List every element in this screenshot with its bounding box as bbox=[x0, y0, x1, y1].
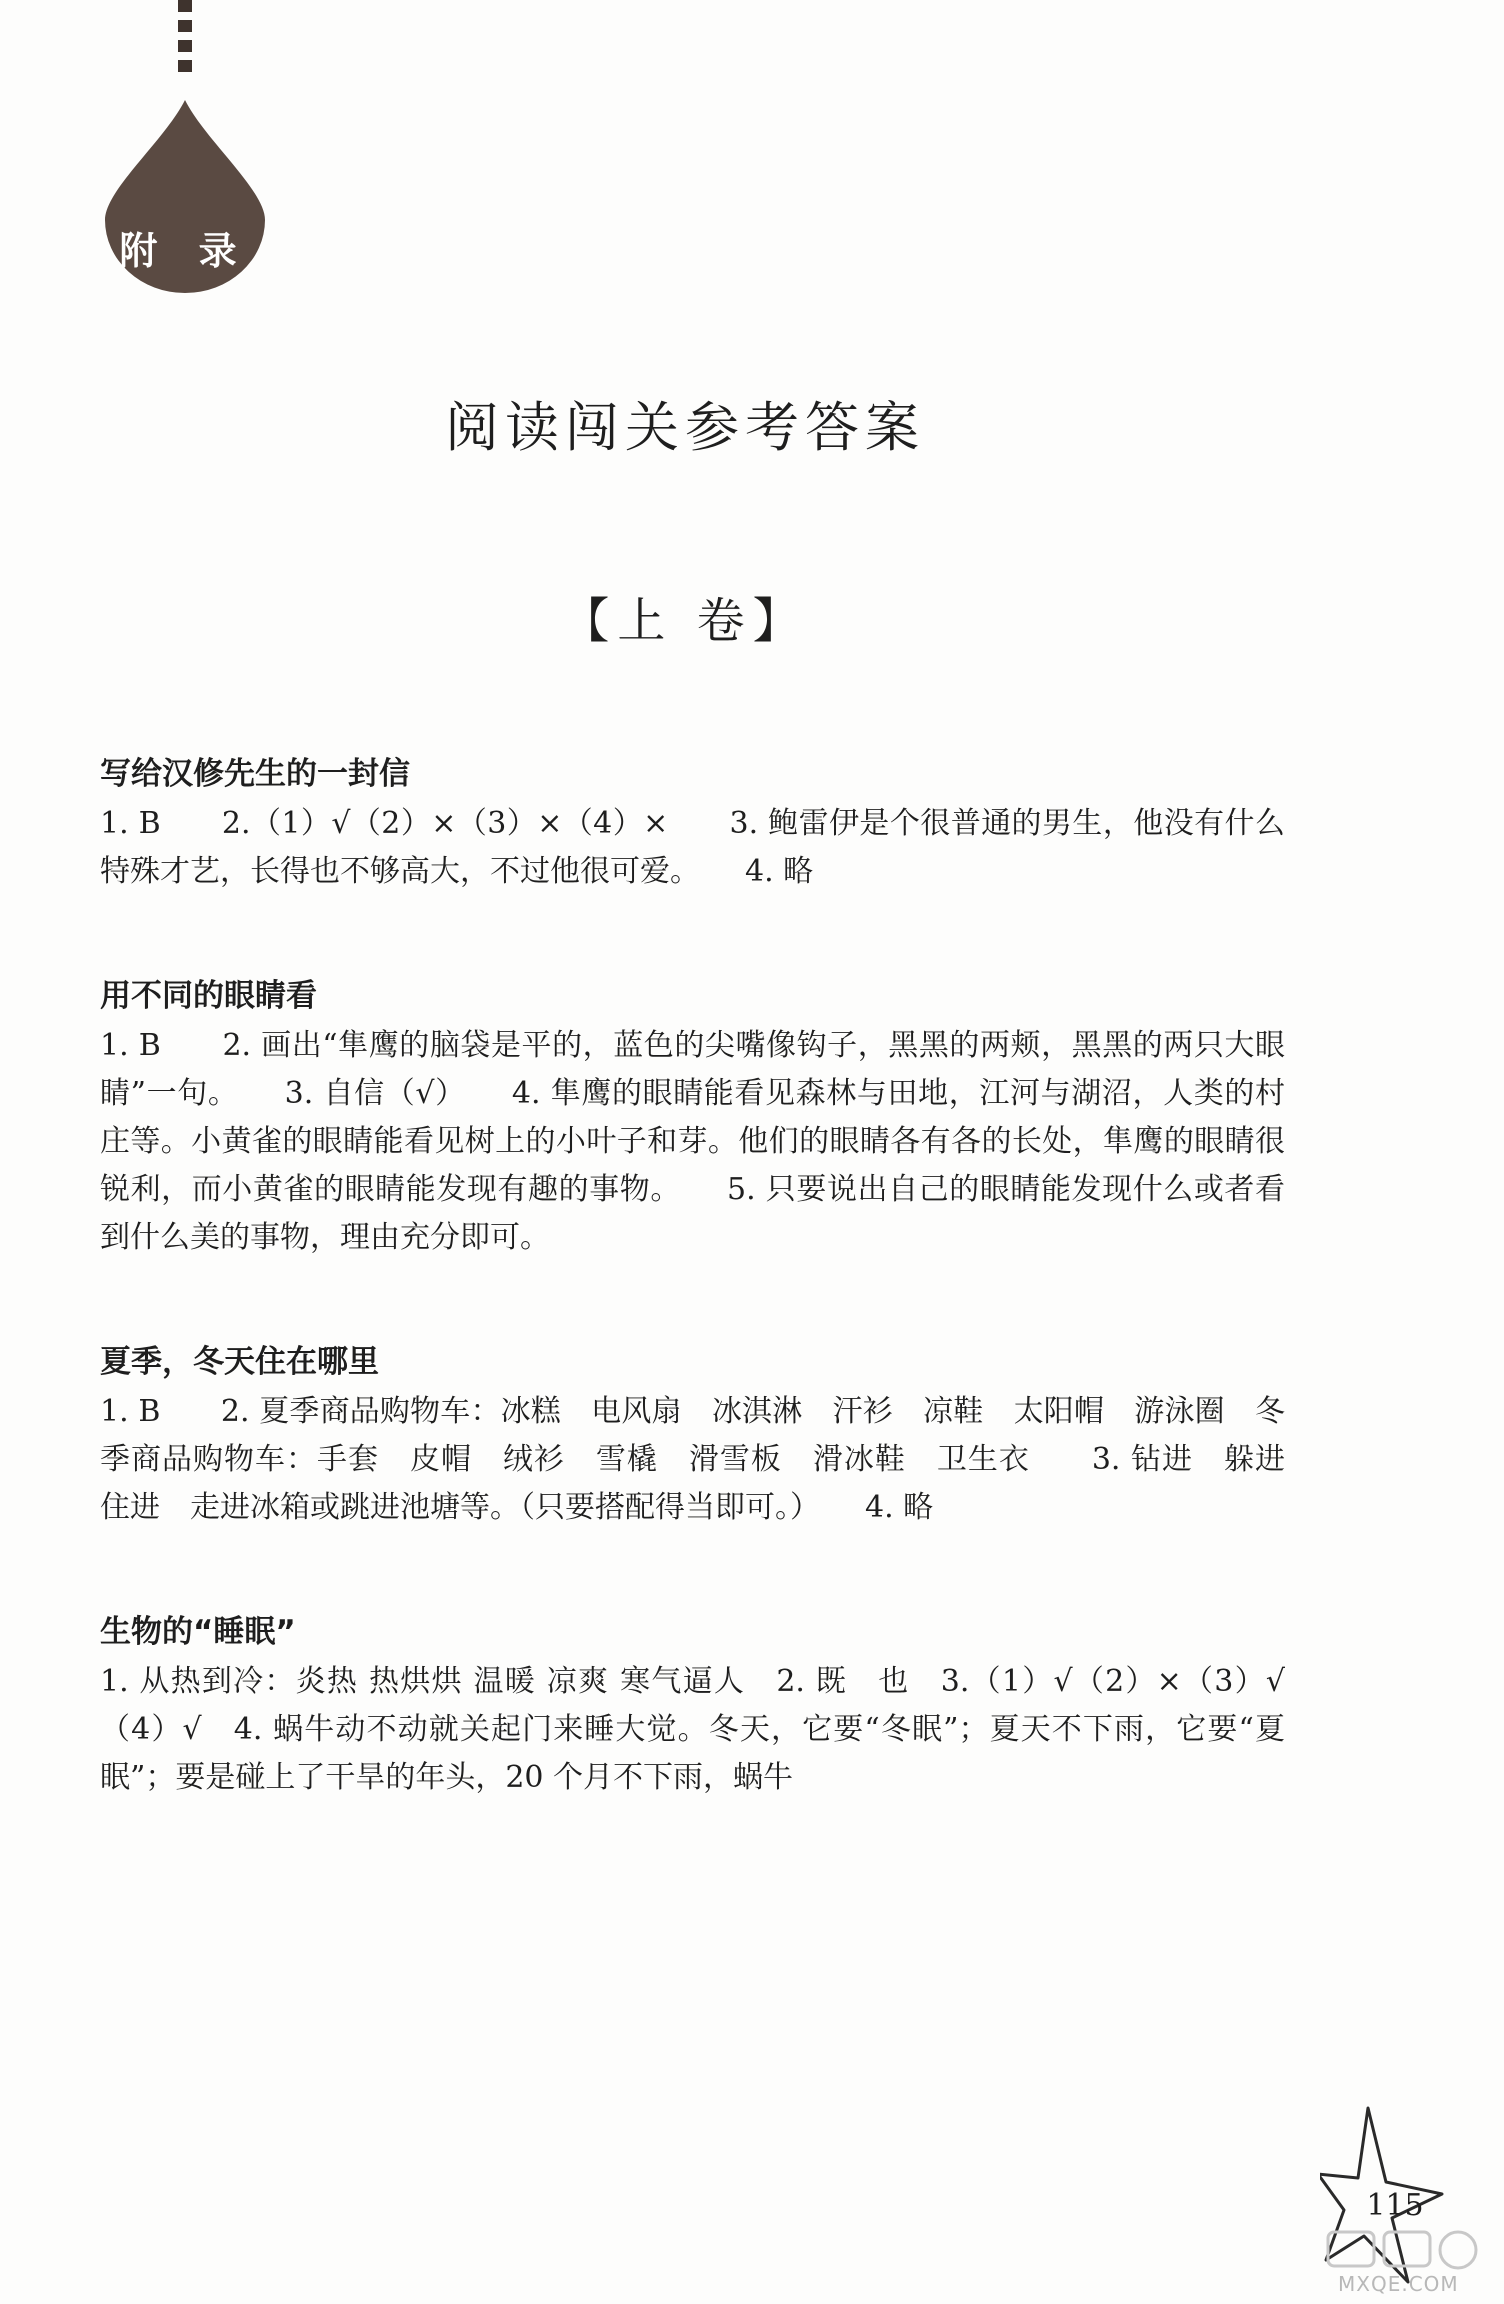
answer-section bbox=[100, 752, 1285, 896]
section-title: 用不同的眼睛看 bbox=[100, 978, 317, 1014]
section-body: 1. B 2.（1）√（2）×（3）×（4）× 3. 鲍雷伊是个很普通的男生，他没有什么特殊才艺，长得也不够高大，不过他很可爱。 4. 略 bbox=[100, 806, 1285, 889]
section-body: 1. B 2. 画出“隼鹰的脑袋是平的，蓝色的尖嘴像钩子，黑黑的两颊，黑黑的两只大眼睛”一句。 3. 自信（√） 4. 隼鹰的眼睛能看见森林与田地，江河与湖沼，人类的村庄等。小黄雀的眼睛能看见树上的小叶子和芽。他们的眼睛各有各的长处，隼鹰的眼睛很锐利，而小黄雀的眼睛能发现有趣的事物。 5. 只要说出自己的眼睛能发现什么或者看到什么美的事物，理由充分即可。 bbox=[100, 1028, 1285, 1255]
watermark-text: MXQE.COM bbox=[1338, 2272, 1459, 2296]
decorative-ribbon bbox=[178, 0, 192, 80]
section-title: 写给汉修先生的一封信 bbox=[100, 756, 410, 792]
volume-heading: 【上 卷】 bbox=[561, 593, 809, 649]
answer-section bbox=[100, 1340, 1315, 1532]
page-title: 阅读闯关参考答案 bbox=[445, 396, 925, 459]
section-body: 1. 从热到冷：炎热 热烘烘 温暖 凉爽 寒气逼人 2. 既 也 3.（1）√（2）×（3）√（4）√ 4. 蜗牛动不动就关起门来睡大觉。冬天，它要“冬眠”；夏天不下雨，它要“夏眠”；要是碰上了干旱的年头，20 个月不下雨，蜗牛 bbox=[100, 1664, 1285, 1795]
answer-section bbox=[100, 1610, 1285, 1802]
section-title: 生物的“睡眠” bbox=[100, 1614, 296, 1650]
section-body: 1. B 2. 夏季商品购物车：冰糕 电风扇 冰淇淋 汗衫 凉鞋 太阳帽 游泳圈 冬季商品购物车：手套 皮帽 绒衫 雪橇 滑雪板 滑冰鞋 卫生衣 3. 钻进 躲进 住进 走进冰箱或跳进池塘等。（只要搭配得当即可。） 4. 略 bbox=[100, 1394, 1315, 1525]
answer-section bbox=[100, 974, 1285, 1262]
appendix-label: 附 录 bbox=[119, 229, 251, 273]
answer-list bbox=[100, 752, 1315, 1880]
page-number: 115 bbox=[1366, 2188, 1424, 2223]
section-title: 夏季，冬天住在哪里 bbox=[100, 1344, 379, 1380]
